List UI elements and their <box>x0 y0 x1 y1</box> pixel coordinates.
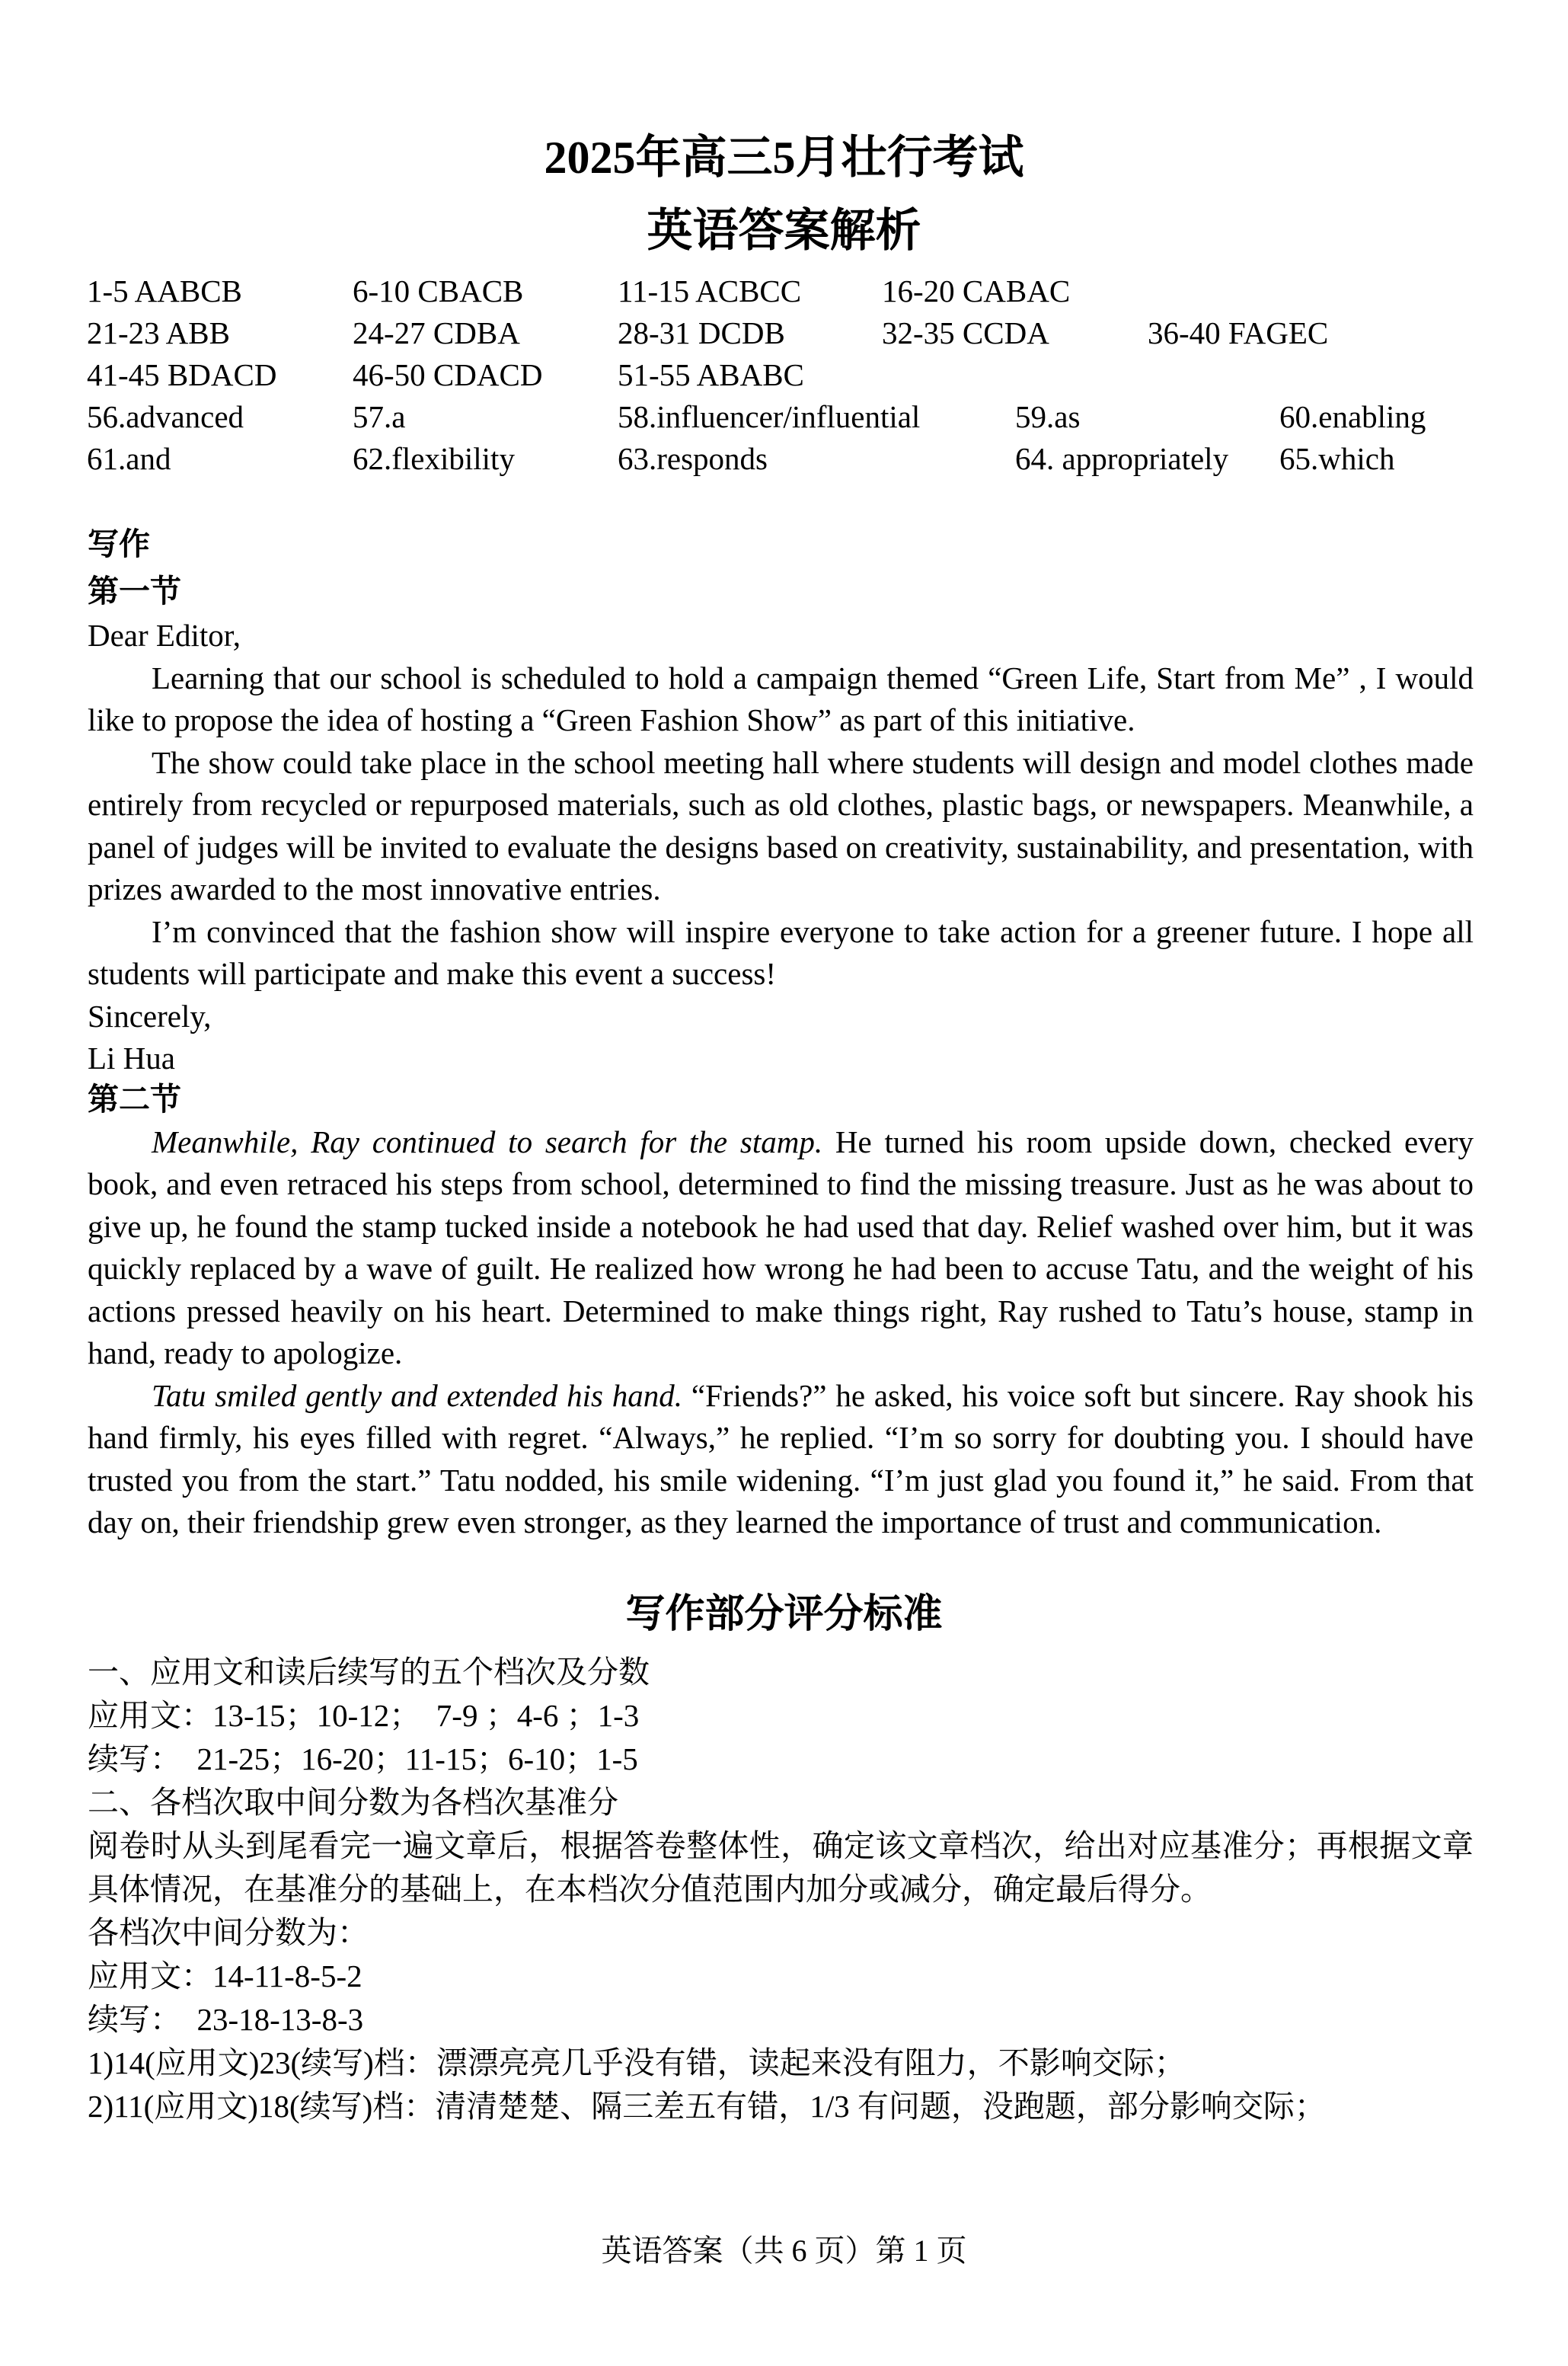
answer-group: 41-45 BDACD <box>87 357 277 392</box>
part-heading: 第二节 <box>88 1082 181 1117</box>
scoring-line: 各档次中间分数为： <box>88 1915 369 1950</box>
page-footer: 英语答案（共 6 页）第 1 页 <box>601 2233 967 2268</box>
fill-answer: 60.enabling <box>1279 399 1426 434</box>
given-sentence: Tatu smiled gently and extended his hand. <box>152 1377 683 1413</box>
fill-answer: 63.responds <box>618 441 768 476</box>
letter-paragraph: Learning that our school is scheduled to hold a campaign themed “Green Life, Start from Me” , I would like to propose the idea of hosting a “Green Fashion Show” as part of this initiative. <box>88 660 1474 737</box>
scoring-line: 二、各档次取中间分数为各档次基准分 <box>88 1785 618 1820</box>
scoring-line: 2)11(应用文)18(续写)档：清清楚楚、隔三差五有错，1/3 有问题，没跑题，部分影响交际； <box>88 2089 1326 2124</box>
answer-group: 21-23 ABB <box>87 315 230 350</box>
paragraph-text: He turned his room upside down, checked every book, and even retraced his steps from school, determined to find the missing treasure. Just as he was about to give up, he found the stamp tucked inside a notebook he had used that day. Relief washed over him, but it was quickly replaced by a wave of guilt. He realized how wrong he had been to accuse Tatu, and the weight of his actions pressed heavily on his heart. Determined to make things right, Ray rushed to Tatu’s house, stamp in hand, ready to apologize. <box>88 1124 1474 1370</box>
fill-answer: 58.influencer/influential <box>618 399 921 434</box>
answer-group: 28-31 DCDB <box>618 315 785 350</box>
continuation-paragraph <box>88 1121 1474 1375</box>
fill-answer: 62.flexibility <box>353 441 515 476</box>
paragraph-text: “Friends?” he asked, his voice soft but sincere. Ray shook his hand firmly, his eyes filled with regret. “Always,” he replied. “I’m so sorry for doubting you. I should have trusted you from the start.” Tatu nodded, his smile widening. “I’m just glad you found it,” he said. From that day on, their friendship grew even stronger, as they learned the importance of trust and communication. <box>88 1377 1474 1539</box>
scoring-line: 1)14(应用文)23(续写)档：漂漂亮亮几乎没有错，读起来没有阻力，不影响交际； <box>88 2045 1186 2080</box>
fill-answer: 56.advanced <box>87 399 244 434</box>
answer-group: 36-40 FAGEC <box>1148 315 1329 350</box>
fill-answer: 57.a <box>353 399 406 434</box>
letter-paragraph: The show could take place in the school meeting hall where students will design and model clothes made entirely from recycled or repurposed materials, such as old clothes, plastic bags, or newspapers. Meanwhile, a panel of judges will be invited to evaluate the designs based on creativity, sustainability, and presentation, with prizes awarded to the most innovative entries. <box>88 744 1474 906</box>
answer-group: 6-10 CBACB <box>353 273 524 309</box>
scoring-criteria <box>88 1651 1474 2128</box>
fill-answer: 61.and <box>87 441 171 476</box>
page-subtitle: 英语答案解析 <box>647 206 921 256</box>
answer-group: 16-20 CABAC <box>882 273 1071 309</box>
answer-group: 11-15 ACBCC <box>618 273 802 309</box>
page-title: 2025年高三5月壮行考试 <box>544 133 1024 183</box>
part-heading: 第一节 <box>88 574 181 609</box>
scoring-line: 续写： 21-25；16-20；11-15；6-10；1-5 <box>88 1741 638 1776</box>
scoring-line: 阅卷时从头到尾看完一遍文章后，根据答卷整体性，确定该文章档次，给出对应基准分；再根据文章具体情况，在基准分的基础上，在本档次分值范围内加分或减分，确定最后得分。 <box>88 1828 1474 1907</box>
answer-group: 46-50 CDACD <box>353 357 543 392</box>
scoring-line: 一、应用文和读后续写的五个档次及分数 <box>88 1655 650 1690</box>
scoring-line: 应用文：13-15；10-12； 7-9 ；4-6 ；1-3 <box>88 1698 640 1733</box>
section-heading: 写作 <box>88 526 150 561</box>
answer-group: 1-5 AABCB <box>87 273 242 309</box>
answer-group: 51-55 ABABC <box>618 357 804 392</box>
writing-part2 <box>88 1079 1474 1544</box>
answer-group: 24-27 CDBA <box>353 315 520 350</box>
writing-part1 <box>88 520 1474 1080</box>
letter-paragraph: I’m convinced that the fashion show will inspire everyone to take action for a greener future. I hope all students will participate and make this event a success! <box>88 913 1474 991</box>
signature: Li Hua <box>88 1041 175 1076</box>
fill-answer: 59.as <box>1015 399 1081 434</box>
salutation: Dear Editor, <box>88 618 241 653</box>
fill-answer: 65.which <box>1279 441 1395 476</box>
scoring-line: 续写： 23-18-13-8-3 <box>88 2002 364 2037</box>
given-sentence: Meanwhile, Ray continued to search for the stamp. <box>152 1124 823 1159</box>
continuation-paragraph <box>88 1375 1474 1544</box>
fill-answer: 64. appropriately <box>1015 441 1229 476</box>
answer-group: 32-35 CCDA <box>882 315 1049 350</box>
closing: Sincerely, <box>88 998 212 1034</box>
scoring-heading: 写作部分评分标准 <box>625 1593 943 1636</box>
scoring-line: 应用文：14-11-8-5-2 <box>88 1958 362 1994</box>
